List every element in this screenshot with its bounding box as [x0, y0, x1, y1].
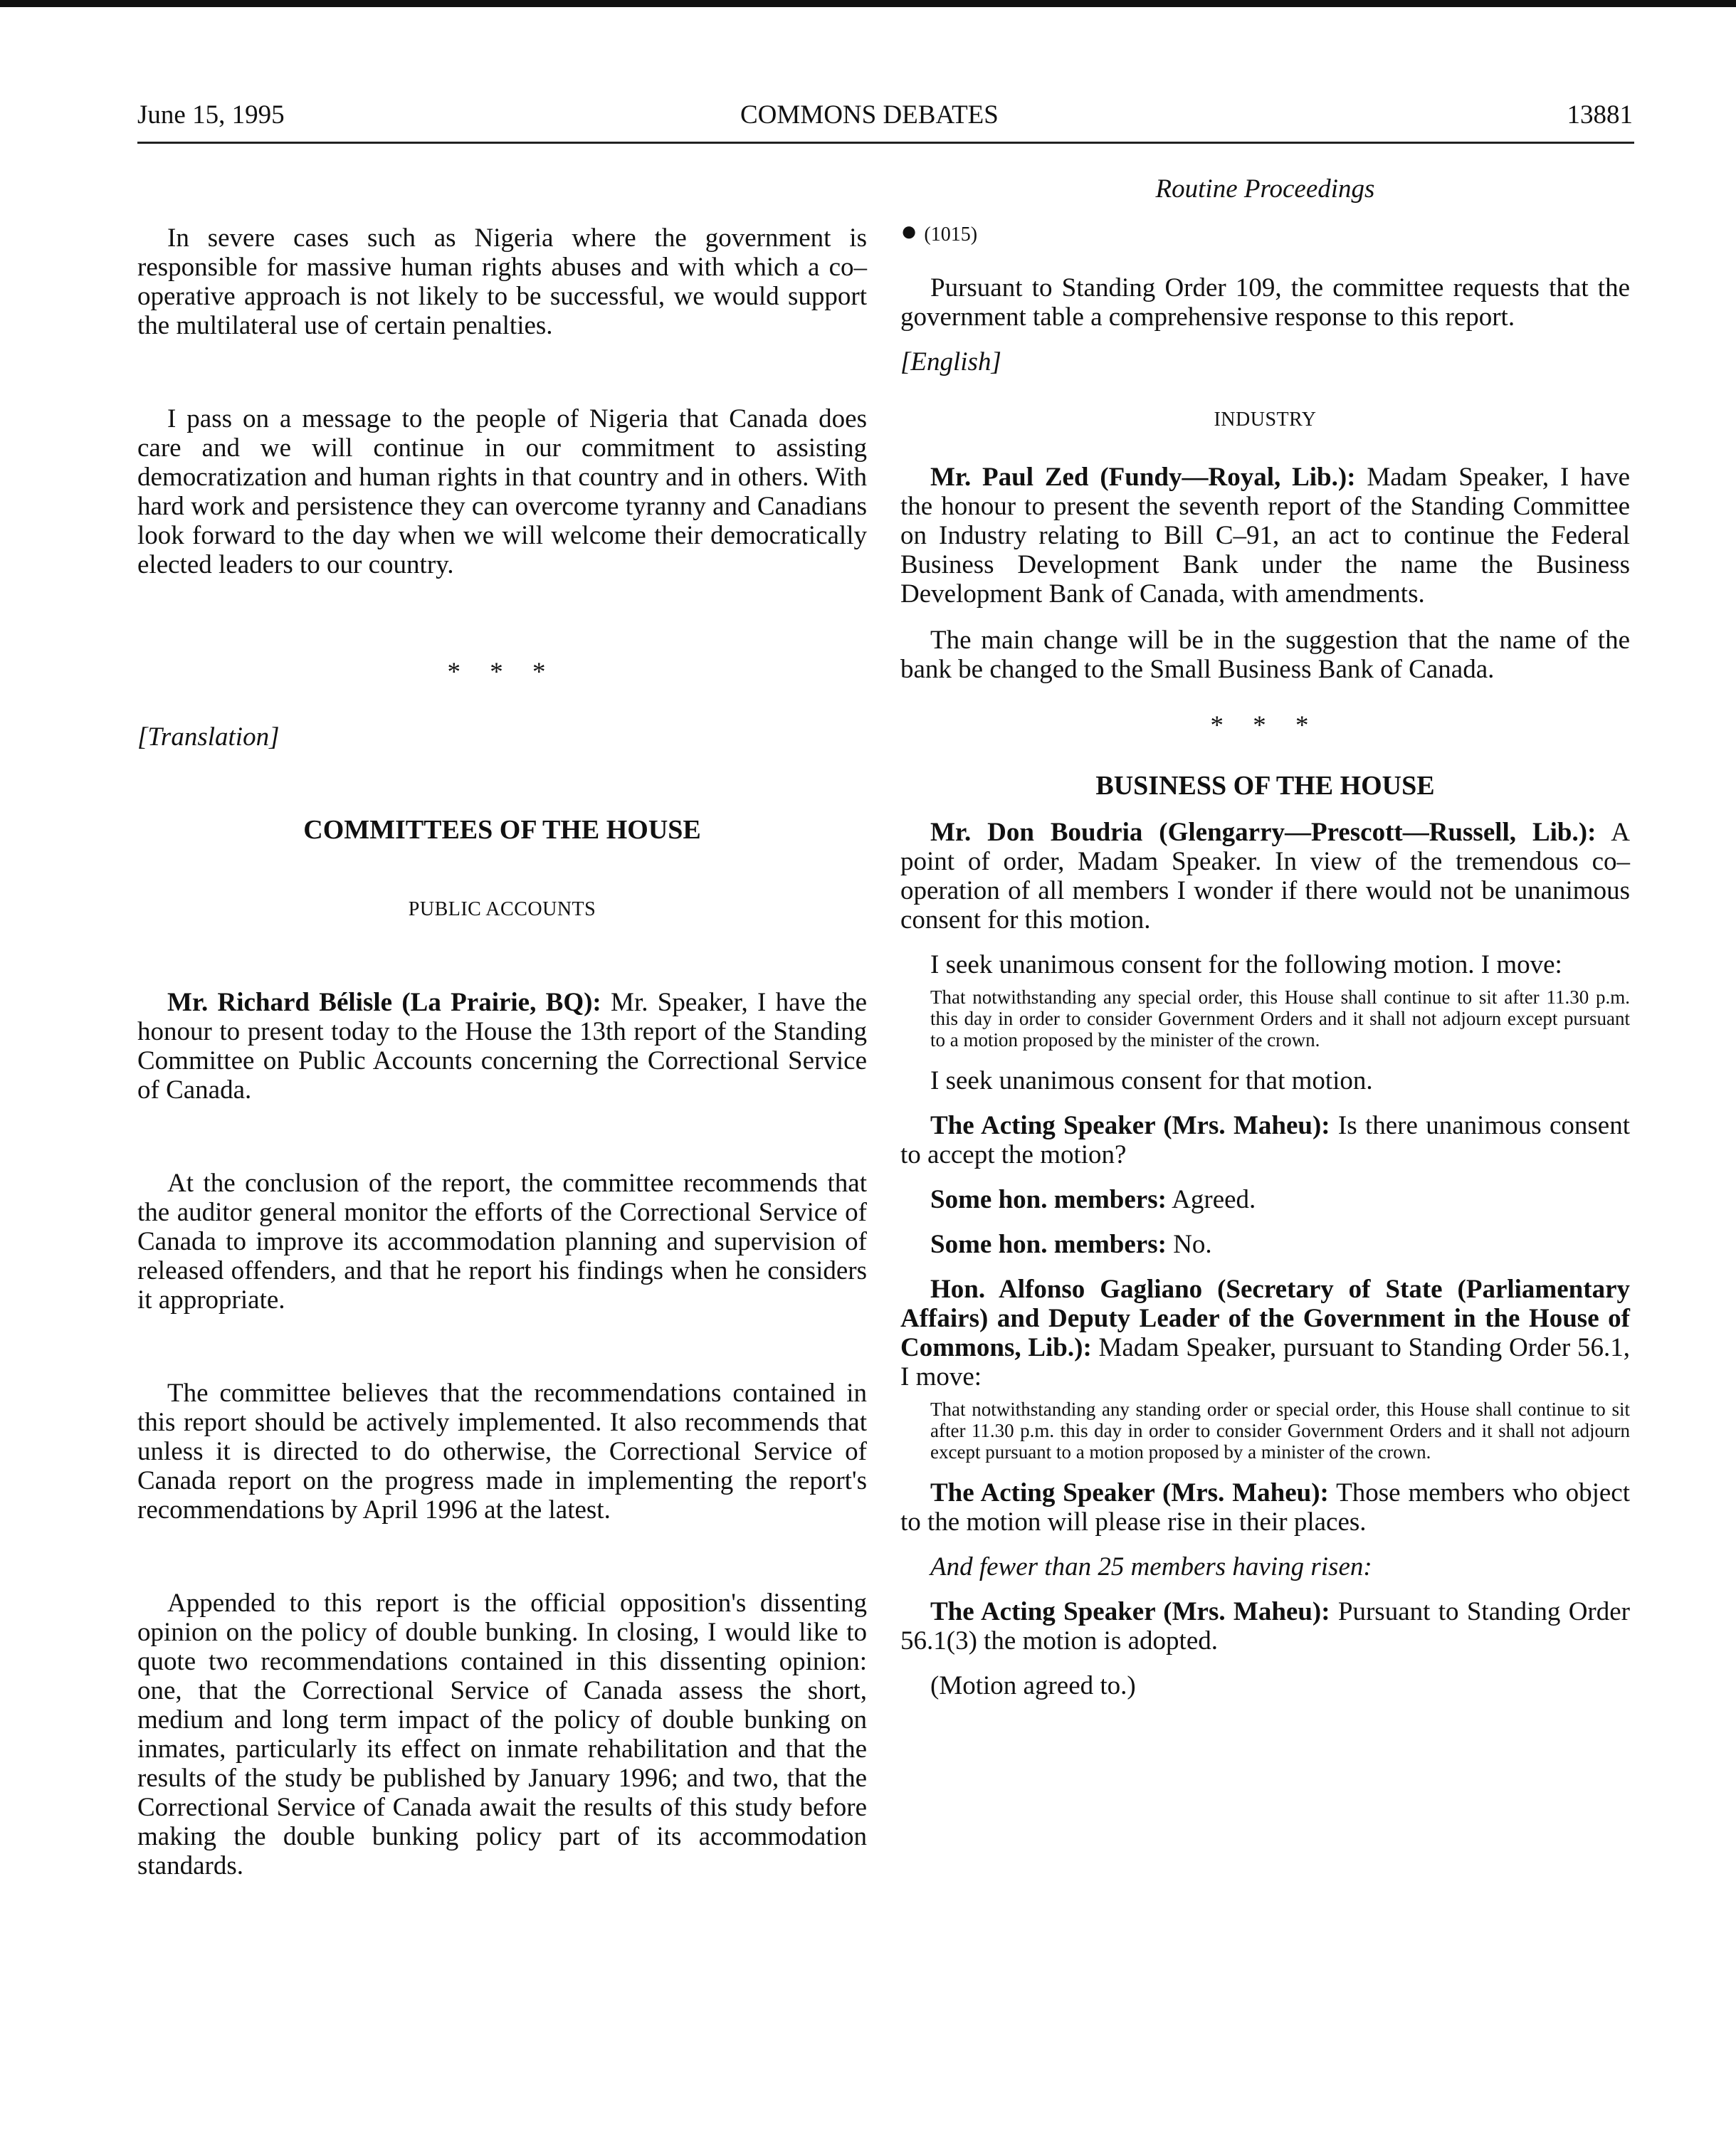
- speaker-name: The Acting Speaker (Mrs. Maheu):: [930, 1111, 1330, 1140]
- running-head: Routine Proceedings: [1155, 174, 1375, 204]
- motion-text: That notwithstanding any standing order or special order, this House shall continue to sit after 11.30 p.m. this day in order to consider Government Orders and it shall not adjourn except pursuant to a motion proposed by a minister of the crown.: [930, 1399, 1630, 1463]
- speech-text: Those members who object to the motion will please rise in their places.: [900, 1478, 1630, 1537]
- speech-text: No.: [1166, 1230, 1212, 1259]
- paragraph: The main change will be in the suggestion that the name of the bank be changed to the Small Business Bank of Canada.: [900, 626, 1630, 684]
- paragraph: The committee believes that the recommendations contained in this report should be actively implemented. It also recommends that unless it is directed to do otherwise, the Correctional Service of Canada report on the progress made in implementing the report's recommendations by April 1996 at the latest.: [137, 1379, 867, 1525]
- header-date: June 15, 1995: [137, 100, 285, 130]
- paragraph: [900, 1478, 1630, 1537]
- paragraph: [900, 463, 1630, 609]
- speech-text: Madam Speaker, I have the honour to present the seventh report of the Standing Committee on Industry relating to Bill C–91, an act to continue the Federal Business Development Bank under the name the Business Development Bank of Canada, with amendments.: [900, 463, 1631, 609]
- motion-text: That notwithstanding any special order, this House shall continue to sit after 11.30 p.m. this day in order to consider Government Orders and it shall not adjourn except pursuant to a motion proposed by the minister of the crown.: [930, 986, 1630, 1051]
- paragraph: Appended to this report is the official opposition's dissenting opinion on the policy of double bunking. In closing, I would like to quote two recommendations contained in this dissenting opinion: one, that the Correctional Service of Canada assess the short, medium and long term impact of the policy of double bunking on inmates, particularly its effect on inmate rehabilitation and that the results of the study be published by January 1996; and two, that the Correctional Service of Canada await the results of this study before making the double bunking policy part of its accommodation standards.: [137, 1589, 867, 1880]
- speech-text: A point of order, Madam Speaker. In view of the tremendous co–operation of all members I wonder if there would not be unanimous consent for this motion.: [900, 818, 1630, 935]
- left-column: [137, 164, 867, 1880]
- section-heading: BUSINESS OF THE HOUSE: [1095, 771, 1435, 801]
- section-heading: COMMITTEES OF THE HOUSE: [303, 815, 701, 845]
- speaker-name: Mr. Richard Bélisle (La Prairie, BQ):: [167, 988, 601, 1017]
- paragraph: [900, 1597, 1630, 1655]
- paragraph: [900, 1111, 1630, 1169]
- section-separator: * * *: [1210, 711, 1320, 740]
- paragraph: I pass on a message to the people of Nigeria that Canada does care and we will continue in our commitment to assisting democratization and human rights in that country and in others. With hard work and persistence they can overcome tyranny and Canadians look forward to the day when we will welcome their democratically elected leaders to our country.: [137, 404, 867, 579]
- english-tag: [English]: [900, 347, 1001, 377]
- paragraph: [900, 818, 1630, 935]
- speaker-name: Some hon. members:: [930, 1185, 1167, 1214]
- speech-text: Agreed.: [1166, 1185, 1256, 1214]
- speaker-name: Mr. Don Boudria (Glengarry—Prescott—Russell, Lib.):: [930, 818, 1596, 847]
- paragraph: I seek unanimous consent for the following motion. I move:: [930, 950, 1562, 979]
- subheading: PUBLIC ACCOUNTS: [408, 898, 596, 920]
- bullet-icon: ●: [900, 215, 918, 247]
- time-marker: [900, 216, 1630, 249]
- paragraph: [900, 1275, 1630, 1391]
- paragraph: [900, 1230, 1630, 1259]
- header-page-number: 13881: [1567, 100, 1633, 130]
- paragraph: Pursuant to Standing Order 109, the committee requests that the government table a comprehensive response to this report.: [900, 273, 1630, 332]
- speech-text: Madam Speaker, pursuant to Standing Order 56.1, I move:: [900, 1333, 1630, 1391]
- speaker-name: The Acting Speaker (Mrs. Maheu):: [930, 1478, 1329, 1507]
- paragraph: [900, 1185, 1630, 1214]
- speaker-name: Mr. Paul Zed (Fundy—Royal, Lib.):: [930, 463, 1356, 492]
- section-separator: * * *: [447, 658, 557, 687]
- paragraph: I seek unanimous consent for that motion.: [930, 1066, 1373, 1095]
- speech-text: Mr. Speaker, I have the honour to present today to the House the 13th report of the Standing Committee on Public Accounts concerning the Correctional Service of Canada.: [137, 988, 867, 1105]
- translation-tag: [Translation]: [137, 722, 280, 752]
- speaker-name: Hon. Alfonso Gagliano (Secretary of State (Parliamentary Affairs) and Deputy Leader of the Government in the House of Commons, Lib.):: [900, 1275, 1630, 1362]
- speech-text: Pursuant to Standing Order 56.1(3) the motion is adopted.: [900, 1597, 1630, 1655]
- paragraph: [137, 988, 867, 1105]
- speech-text: Is there unanimous consent to accept the motion?: [900, 1111, 1630, 1169]
- paragraph: In severe cases such as Nigeria where the government is responsible for massive human rights abuses and with which a co–operative approach is not likely to be successful, we would support the multilateral use of certain penalties.: [137, 223, 867, 340]
- stage-direction: And fewer than 25 members having risen:: [930, 1552, 1372, 1581]
- speaker-name: Some hon. members:: [930, 1230, 1167, 1259]
- paragraph: At the conclusion of the report, the committee recommends that the auditor general monitor the efforts of the Correctional Service of Canada to improve its accommodation planning and supervision of released offenders, and that he report his findings when he considers it appropriate.: [137, 1169, 867, 1315]
- stage-direction: (Motion agreed to.): [930, 1671, 1136, 1700]
- right-column: [900, 164, 1630, 1700]
- scan-top-edge: [0, 0, 1736, 7]
- header-rule: [137, 142, 1634, 144]
- speaker-name: The Acting Speaker (Mrs. Maheu):: [930, 1597, 1330, 1626]
- time-stamp: (1015): [924, 223, 978, 246]
- subheading: INDUSTRY: [1214, 409, 1317, 431]
- header-title: COMMONS DEBATES: [740, 100, 999, 130]
